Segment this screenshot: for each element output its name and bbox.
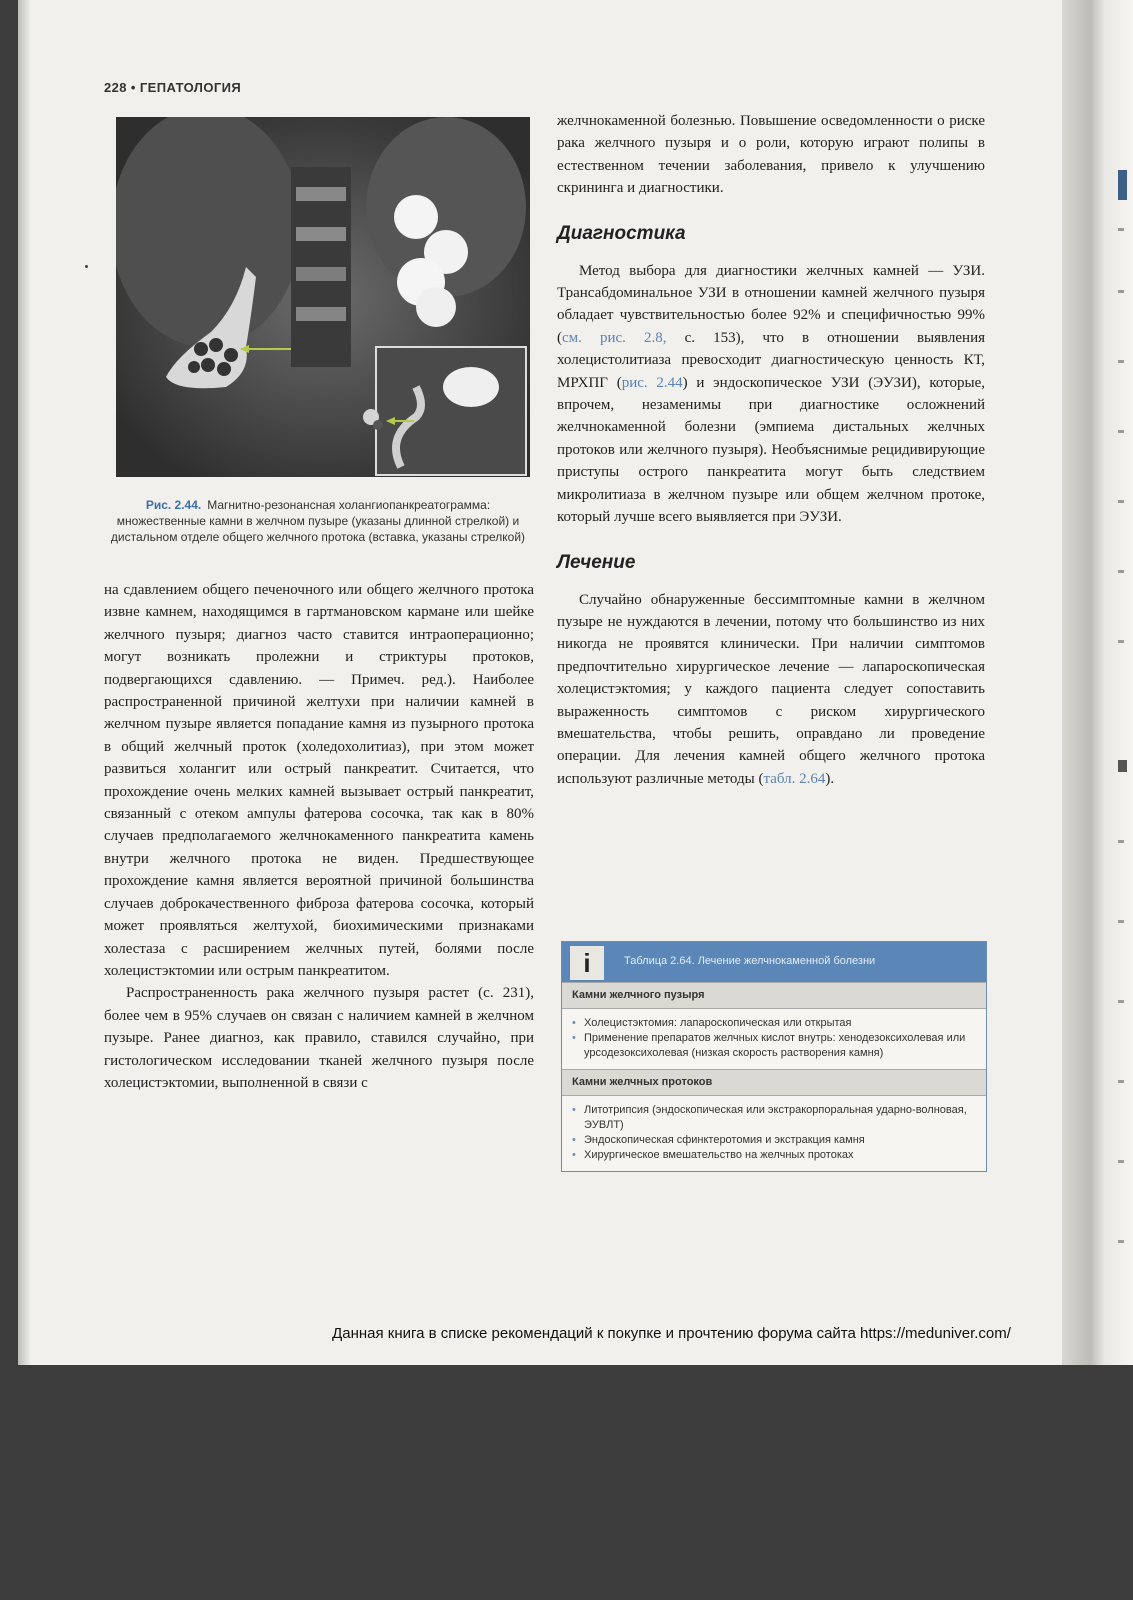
table-reference-link[interactable]: табл. 2.64 [763,770,826,787]
table-list-item: • Эндоскопическая сфинктеротомия и экстракция камня [572,1133,976,1148]
footer-note: Данная книга в списке рекомендаций к покупке и прочтению форума сайта https://meduniver.com/ [332,1325,1011,1342]
table-list-item: • Холецистэктомия: лапароскопическая или открытая [572,1016,976,1031]
book-gutter [1062,0,1133,1365]
gutter-tab-marker [1118,170,1127,200]
table-list-item: • Литотрипсия (эндоскопическая или экстракорпоральная ударно-волновая, ЭУВЛТ) [572,1103,976,1133]
text-run: с. 153), что в отношении выявления холецистолитиаза превосходит диагностическую ценность КТ, МРХПГ ( [557,329,985,391]
text-run: ) и эндоскопическое УЗИ (ЭУЗИ), которые, впрочем, незаменимы при диагностике осложнений желчнокаменной болезни (эмпиема дистальных желчных протоков или желчного пузыря). Необъяснимые рецидивирующие приступы острого панкреатита могут быть следствием микролитиаза в желчном пузыре или общем желчном протоке, который лучше всего выявляется при ЭУЗИ. [557,374,986,526]
figure-caption [103,497,533,545]
speck [85,265,88,268]
paragraph [557,589,985,791]
gutter-tick [1118,360,1124,363]
figure-reference-link[interactable]: см. рис. 2.8, [562,329,667,346]
gutter-tick [1118,290,1124,293]
text-run: ). [825,770,835,787]
gutter-tick [1118,1240,1124,1243]
table-header [562,942,986,982]
paragraph: желчнокаменной болезнью. Повышение осведомленности о риске рака желчного пузыря и о роли, которую играют полипы в естественном течении заболевания, привело к улучшению скрининга и диагностики. [557,113,985,197]
section-heading-diagnostics: Диагностика [557,222,686,244]
text-run: Случайно обнаруженные бессимптомные камни в желчном пузыре не нуждаются в лечении, потому что большинство из них никогда не проявятся клинически. При наличии симптомов предпочтительно хирургическое лечение — лапароскопическая холецистэктомия; у каждого пациента следует сопоставить выраженность симптомов с риском хирургического вмешательства, чтобы решить, оправдано ли проведение операции. Для лечения камней общего желчного протока используют различные методы ( [557,591,985,787]
table-section-items [562,1096,986,1171]
section-heading-treatment: Лечение [557,551,636,573]
gutter-tick [1118,760,1127,772]
table-section-heading: Камни желчного пузыря [562,982,986,1009]
gutter-tick [1118,228,1124,231]
gutter-tick [1118,640,1124,643]
mrcp-figure [116,117,530,477]
gutter-tick [1118,1080,1124,1083]
figure-reference-link[interactable]: рис. 2.44 [621,374,683,391]
table-section-heading: Камни желчных протоков [562,1069,986,1096]
page-edge-shadow [18,0,30,1365]
gutter-tick [1118,920,1124,923]
gutter-tick [1118,430,1124,433]
gutter-tick [1118,1000,1124,1003]
figure-label: Рис. 2.44. [145,498,202,512]
paragraph: на сдавлением общего печеночного или общего желчного протока извне камнем, находящимся в гартмановском кармане или шейке желчного пузыря; диагноз часто ставится интраоперационно; могут возникать пролежни и стриктуры протоков, подвергающихся сдавлению. — Примеч. ред.). Наиболее распространенной причиной желтухи при наличии камней в желчном пузыре является попадание камня из пузырного протока в общий желчный проток (холедохолитиаз), при этом может развиться холангит или острый панкреатит. Считается, что прохождение очень мелких камней вызывает острый панкреатит, связанный с отеком ампулы фатерова сосочка, так как в 80% случаев предполагаемого желчнокаменного панкреатита камень внутри желчного протока не виден. Предшествующее прохождение камня является вероятной причиной большинства случаев доброкачественного фиброза фатерова сосочка, который может проявляться желтухой, биохимическими признаками холестаза с расширением желчных путей, болями после холецистэктомии или острым панкреатитом. [104,582,534,979]
left-column [104,579,534,1094]
gutter-tick [1118,500,1124,503]
gutter-tick [1118,570,1124,573]
gutter-tick [1118,1160,1124,1163]
paragraph [557,260,985,529]
table-section-items [562,1009,986,1069]
right-column [557,110,985,790]
info-icon: i [570,946,604,980]
figure-caption-text: Магнитно-резонансная холангиопанкреатограмма: множественные камни в желчном пузыре (указаны длинной стрелкой) и дистальном отделе общего желчного протока (вставка, указаны стрелкой) [110,498,526,544]
gutter-tick [1118,840,1124,843]
table-title: Таблица 2.64. Лечение желчнокаменной болезни [624,955,876,967]
text-run: Метод выбора для диагностики желчных камней — УЗИ. Трансабдоминальное УЗИ в отношении камней желчного пузыря обладает чувствительностью более 92% и специфичностью 99% ( [557,262,985,346]
table-list-item: • Применение препаратов желчных кислот внутрь: хенодезоксихолевая или урсодезоксихолевая (низкая скорость растворения камня) [572,1031,976,1061]
paragraph: Распространенность рака желчного пузыря растет (с. 231), более чем в 95% случаев он связан с наличием камней в желчном пузыре. Ранее диагноз, как правило, ставился случайно, при гистологическом исследовании тканей желчного пузыря после холецистэктомии, выполненной в связи с [104,985,534,1091]
mrcp-image [116,117,530,477]
table-list-item: • Хирургическое вмешательство на желчных протоках [572,1148,976,1163]
running-head: 228 • ГЕПАТОЛОГИЯ [104,80,242,95]
info-table [561,941,987,1172]
